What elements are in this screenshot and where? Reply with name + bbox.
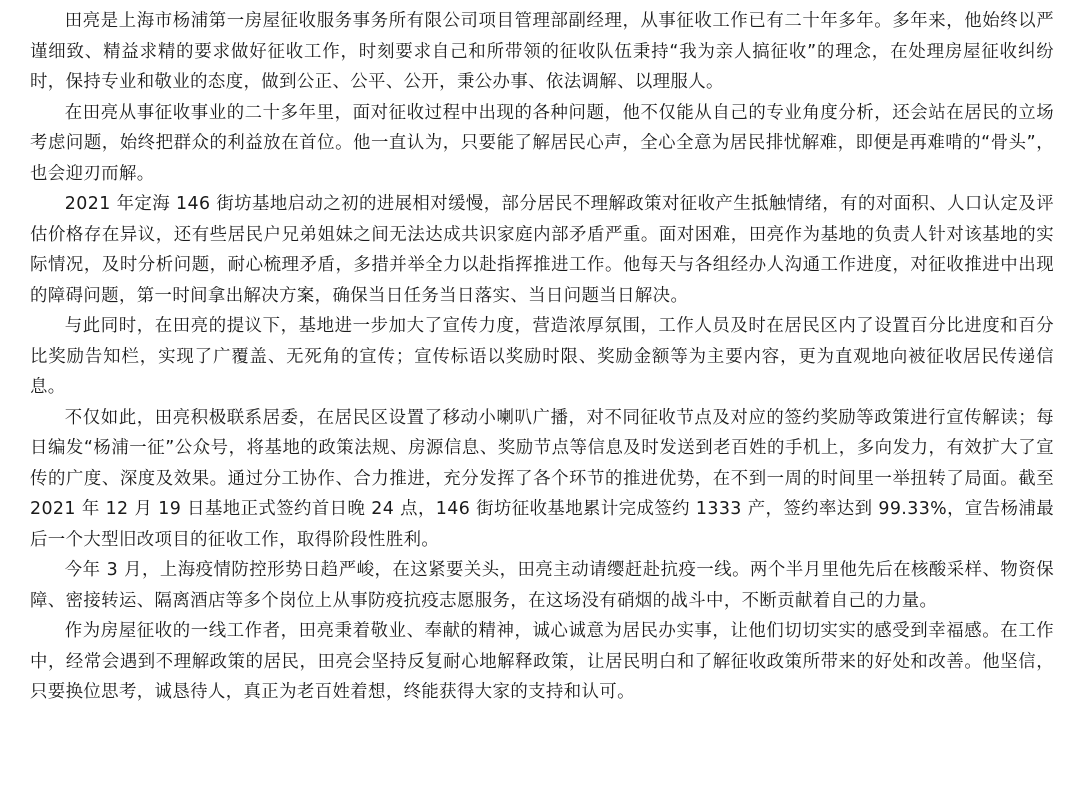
paragraph-publicity: 与此同时，在田亮的提议下，基地进一步加大了宣传力度，营造浓厚氛围，工作人员及时在居民区内了设置百分比进度和百分比奖励告知栏，实现了广覆盖、无死角的宣传；宣传标语以奖励时限、奖励金额等为主要内容，更为直观地向被征收居民传递信息。 xyxy=(30,316,1054,397)
paragraph-broadcast-results: 不仅如此，田亮积极联系居委，在居民区设置了移动小喇叭广播，对不同征收节点及对应的签约奖励等政策进行宣传解读；每日编发“杨浦一征”公众号，将基地的政策法规、房源信息、奖励节点等信息及时发送到老百姓的手机上，多向发力，有效扩大了宣传的广度、深度及效果。通过分工协作、合力推进，充分发挥了各个环节的推进优势，在不到一周的时间里一举扭转了局面。截至 2021 年 12 月 19 日基地正式签约首日晚 24 点，146 街坊征收基地累计完成签约 1333 产，签约率达到 99.33%，宣告杨浦最后一个大型旧改项目的征收工作，取得阶段性胜利。 xyxy=(30,407,1054,550)
paragraph-dinghai-146: 2021 年定海 146 街坊基地启动之初的进展相对缓慢，部分居民不理解政策对征收产生抵触情绪，有的对面积、人口认定及评估价格存在异议，还有些居民户兄弟姐妹之间无法达成共识家庭内部矛盾严重。面对困难，田亮作为基地的负责人针对该基地的实际情况，及时分析问题，耐心梳理矛盾，多措并举全力以赴指挥推进工作。他每天与各组经办人沟通工作进度，对征收推进中出现的障碍问题，第一时间拿出解决方案，确保当日任务当日落实、当日问题当日解决。 xyxy=(30,194,1054,306)
paragraph-twenty-years: 在田亮从事征收事业的二十多年里，面对征收过程中出现的各种问题，他不仅能从自己的专业角度分析，还会站在居民的立场考虑问题，始终把群众的利益放在首位。他一直认为，只要能了解居民心声，全心全意为居民排忧解难，即便是再难啃的“骨头”，也会迎刃而解。 xyxy=(30,102,1054,184)
paragraph-intro: 田亮是上海市杨浦第一房屋征收服务事务所有限公司项目管理部副经理，从事征收工作已有二十年多年。多年来，他始终以严谨细致、精益求精的要求做好征收工作，时刻要求自己和所带领的征收队伍秉持“我为亲人搞征收”的理念，在处理房屋征收纠纷时，保持专业和敬业的态度，做到公正、公平、公开，秉公办事、依法调解、以理服人。 xyxy=(30,11,1054,92)
article-body xyxy=(30,6,1054,708)
paragraph-epidemic: 今年 3 月，上海疫情防控形势日趋严峻，在这紧要关头，田亮主动请缨赶赴抗疫一线。两个半月里他先后在核酸采样、物资保障、密接转运、隔离酒店等多个岗位上从事防疫抗疫志愿服务，在这场没有硝烟的战斗中，不断贡献着自己的力量。 xyxy=(30,560,1054,611)
paragraph-conclusion: 作为房屋征收的一线工作者，田亮秉着敬业、奉献的精神，诚心诚意为居民办实事，让他们切切实实的感受到幸福感。在工作中，经常会遇到不理解政策的居民，田亮会坚持反复耐心地解释政策，让居民明白和了解征收政策所带来的好处和改善。他坚信，只要换位思考，诚恳待人，真正为老百姓着想，终能获得大家的支持和认可。 xyxy=(30,621,1054,702)
